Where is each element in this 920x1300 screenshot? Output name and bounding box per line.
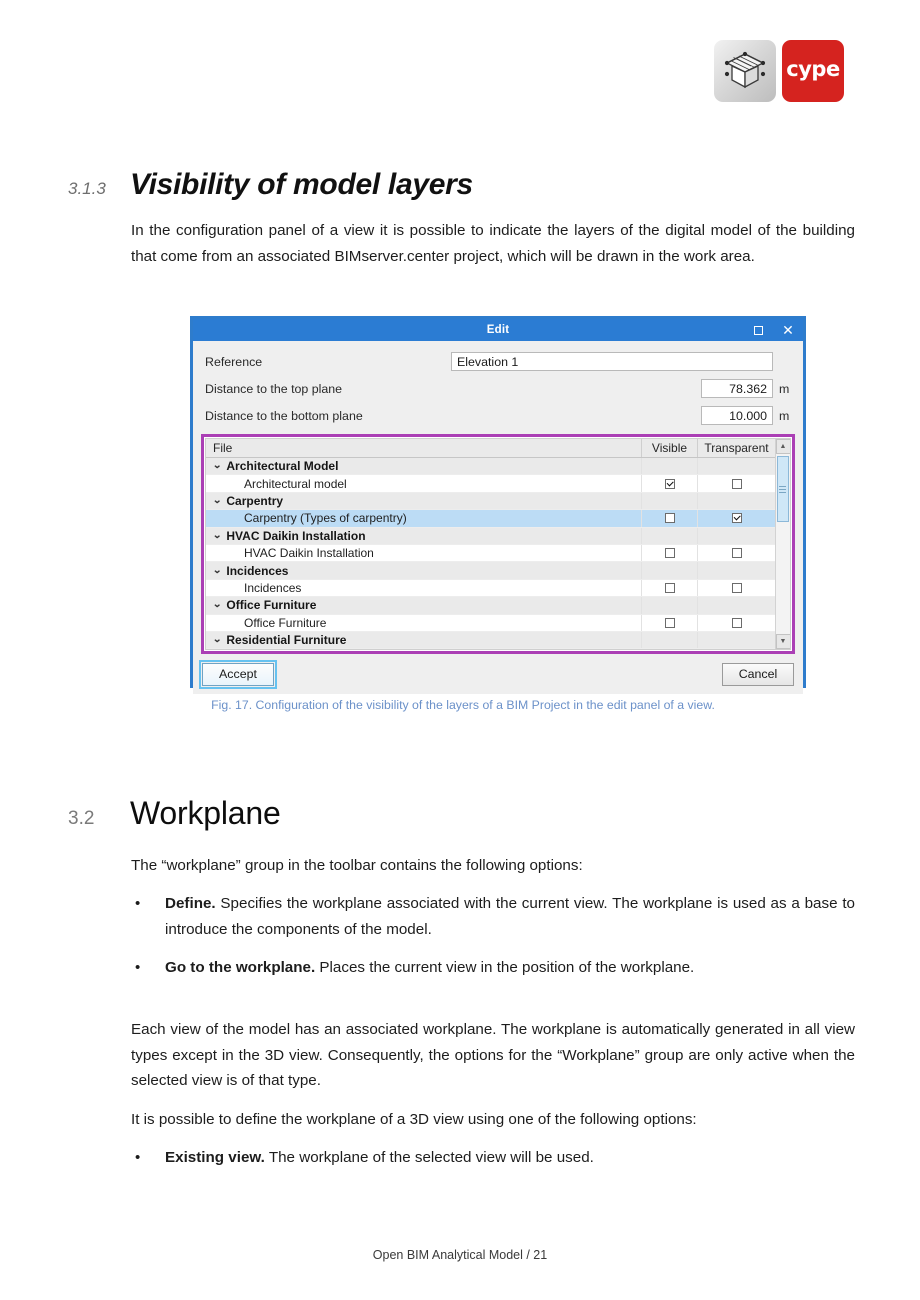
bottom-plane-field-row (201, 402, 795, 429)
table-row[interactable] (206, 510, 775, 527)
visible-cell (641, 458, 697, 474)
section-number: 3.1.3 (68, 179, 106, 198)
visible-cell (641, 562, 697, 578)
transparent-checkbox[interactable] (732, 583, 742, 593)
row-name: Incidences (244, 580, 302, 595)
group-row-label (206, 564, 641, 578)
scrollbar-track[interactable] (776, 454, 791, 634)
layer-row-label (206, 511, 641, 525)
table-row[interactable] (206, 545, 775, 562)
transparent-cell[interactable] (697, 580, 775, 596)
visible-cell (641, 597, 697, 613)
group-row-label (206, 459, 641, 473)
visible-cell (641, 528, 697, 544)
bottom-plane-unit: m (779, 408, 790, 423)
bottom-plane-label: Distance to the bottom plane (205, 408, 363, 423)
row-name: Carpentry (226, 493, 284, 508)
bullet-lead: Existing view. (165, 1149, 265, 1166)
group-row-label (206, 494, 641, 508)
transparent-cell (697, 562, 775, 578)
transparent-cell (697, 632, 775, 648)
layer-row-label (206, 616, 641, 630)
row-name: Architectural model (244, 476, 347, 491)
layers-table-columns (206, 439, 775, 649)
row-name: Carpentry (Types of carpentry) (244, 511, 407, 526)
reference-label: Reference (205, 354, 263, 369)
vertical-scrollbar[interactable] (775, 439, 790, 649)
chevron-down-icon[interactable]: ⌄ (212, 460, 223, 472)
visible-cell (641, 632, 697, 648)
scroll-down-arrow-icon[interactable]: ▼ (776, 634, 791, 649)
dialog-body (193, 341, 803, 654)
chevron-down-icon[interactable]: ⌄ (212, 634, 223, 646)
cancel-button[interactable]: Cancel (722, 663, 794, 686)
row-name: Architectural Model (226, 459, 339, 474)
transparent-cell (697, 528, 775, 544)
scrollbar-grip (779, 486, 786, 493)
edit-dialog (190, 316, 806, 688)
column-header-transparent[interactable]: Transparent (697, 439, 775, 457)
row-name: HVAC Daikin Installation (244, 546, 374, 561)
layer-row-label (206, 477, 641, 491)
visible-cell[interactable] (641, 475, 697, 491)
dialog-titlebar (193, 319, 803, 341)
table-row[interactable] (206, 458, 775, 475)
visible-cell[interactable] (641, 510, 697, 526)
top-plane-field-row (201, 375, 795, 402)
layers-table (205, 438, 791, 650)
column-header-file[interactable]: File (213, 441, 233, 455)
transparent-checkbox[interactable] (732, 513, 742, 523)
visible-checkbox[interactable] (665, 479, 675, 489)
layers-table-header (206, 439, 775, 458)
workplane-paragraph-3: It is possible to define the workplane of a 3D view using one of the following options: (131, 1111, 697, 1128)
visible-cell (641, 493, 697, 509)
visible-cell[interactable] (641, 580, 697, 596)
maximize-icon[interactable] (743, 319, 773, 341)
list-item (131, 891, 855, 942)
chevron-down-icon[interactable]: ⌄ (212, 599, 223, 611)
bullet-rest: Specifies the workplane associated with the current view. The workplane is used as a base to introduce the components of the model. (165, 895, 855, 938)
section-number: 3.2 (68, 808, 95, 829)
transparent-cell (697, 597, 775, 613)
transparent-checkbox[interactable] (732, 618, 742, 628)
visible-cell[interactable] (641, 545, 697, 561)
table-row[interactable] (206, 475, 775, 492)
row-name: Residential Furniture (226, 633, 347, 648)
reference-input[interactable]: Elevation 1 (451, 352, 773, 371)
visible-checkbox[interactable] (665, 548, 675, 558)
brand-logo (714, 40, 844, 102)
chevron-down-icon[interactable]: ⌄ (212, 494, 223, 506)
list-item (131, 1145, 855, 1171)
list-item (131, 955, 855, 981)
chevron-down-icon[interactable]: ⌄ (212, 564, 223, 576)
row-name: HVAC Daikin Installation (226, 528, 366, 543)
page-title: Visibility of model layers (130, 168, 473, 201)
dialog-footer (193, 654, 803, 694)
scroll-up-arrow-icon[interactable]: ▲ (776, 439, 791, 454)
layers-table-body (206, 458, 775, 649)
transparent-cell[interactable] (697, 475, 775, 491)
section-title: Workplane (130, 795, 281, 831)
table-row[interactable] (206, 632, 775, 649)
visible-checkbox[interactable] (665, 583, 675, 593)
workplane-paragraph-2: Each view of the model has an associated workplane. The workplane is automatically generated in all view types except in the 3D view. Consequently, the options for the “Workplane” group are only active when the selected view is of that type. (131, 1021, 855, 1089)
column-header-visible[interactable]: Visible (641, 439, 697, 457)
row-name: Office Furniture (226, 598, 317, 613)
transparent-cell[interactable] (697, 545, 775, 561)
layer-row-label (206, 581, 641, 595)
visible-checkbox[interactable] (665, 513, 675, 523)
accept-button[interactable]: Accept (202, 663, 274, 686)
layer-row-label (206, 546, 641, 560)
bottom-plane-input[interactable]: 10.000 (701, 406, 773, 425)
transparent-checkbox[interactable] (732, 479, 742, 489)
row-name: Office Furniture (244, 615, 327, 630)
transparent-checkbox[interactable] (732, 548, 742, 558)
row-name: Incidences (226, 563, 289, 578)
transparent-cell[interactable] (697, 510, 775, 526)
dialog-title: Edit (486, 324, 510, 336)
bullet-rest: The workplane of the selected view will be used. (264, 1149, 594, 1166)
table-row[interactable] (206, 615, 775, 632)
cype-wordmark: cype (786, 57, 840, 81)
top-plane-label: Distance to the top plane (205, 381, 343, 396)
cype-brand-tile (782, 40, 844, 102)
bullet-lead: Define. (165, 895, 216, 912)
close-icon[interactable]: ✕ (782, 322, 794, 338)
visible-checkbox[interactable] (665, 618, 675, 628)
section-heading-workplane (68, 795, 858, 832)
transparent-cell[interactable] (697, 615, 775, 631)
group-row-label (206, 529, 641, 543)
transparent-cell (697, 493, 775, 509)
section-heading-visibility (68, 168, 858, 202)
table-row[interactable] (206, 580, 775, 597)
table-row[interactable] (206, 562, 775, 579)
visible-cell[interactable] (641, 615, 697, 631)
reference-field-row (201, 348, 795, 375)
workplane-intro: The “workplane” group in the toolbar contains the following options: (131, 857, 583, 874)
scrollbar-thumb[interactable] (777, 456, 789, 522)
transparent-cell (697, 458, 775, 474)
group-row-label (206, 633, 641, 647)
table-row[interactable] (206, 528, 775, 545)
group-row-label (206, 598, 641, 612)
page-footer: Open BIM Analytical Model / 21 (372, 1248, 548, 1262)
top-plane-unit: m (779, 381, 790, 396)
figure-caption: Fig. 17. Configuration of the visibility of the layers of a BIM Project in the edit panel of a view. (211, 698, 715, 712)
table-row[interactable] (206, 597, 775, 614)
bullet-rest: Places the current view in the position of the workplane. (315, 959, 695, 976)
layers-highlight-frame (201, 434, 795, 654)
table-row[interactable] (206, 493, 775, 510)
isometric-building-cube-icon (714, 40, 776, 102)
top-plane-input[interactable]: 78.362 (701, 379, 773, 398)
chevron-down-icon[interactable]: ⌄ (212, 529, 223, 541)
visibility-paragraph: In the configuration panel of a view it is possible to indicate the layers of the digital model of the building that come from an associated BIMserver.center project, which will be drawn in the work area. (131, 222, 855, 265)
bullet-lead: Go to the workplane. (165, 959, 316, 976)
